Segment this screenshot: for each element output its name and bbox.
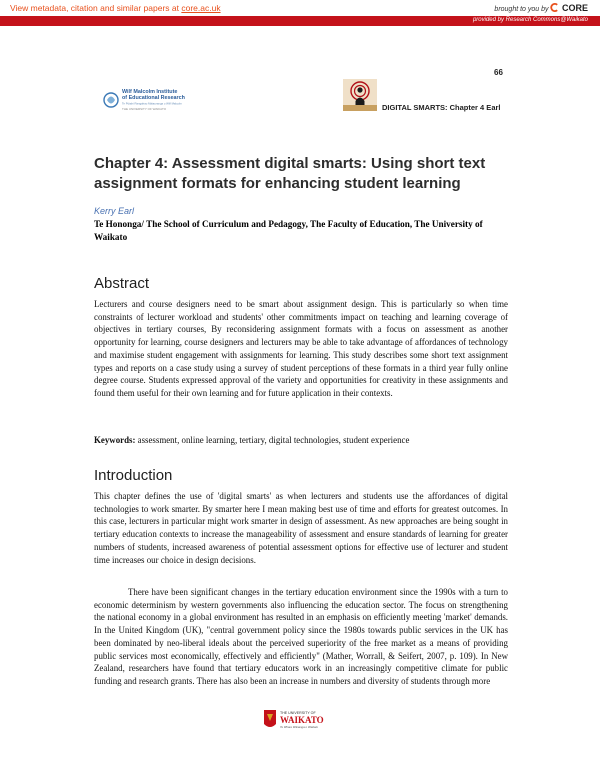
introduction-paragraph-1: This chapter defines the use of 'digital smarts' as when lecturers and students use the affordances of digital technologies to work smarter. By smarter here I mean making best use of time and efforts for greatest outcomes. In this case, lecturers in particular might work smarter in design of assessment. As new approaches are being sought in tertiary education contexts to increase the manageability of assessment and ensure standards of learning for greater numbers of students, increased awareness of potential assessment options for effective use of lecturer and student time increases our choice in design decisions. — [94, 491, 508, 565]
institute-line2: of Educational Research — [122, 95, 185, 101]
core-ac-uk-link[interactable]: core.ac.uk — [181, 3, 221, 13]
keywords-list: assessment, online learning, tertiary, digital technologies, student experience — [135, 435, 410, 445]
core-metadata-link[interactable]: View metadata, citation and similar papers at core.ac.uk — [10, 3, 221, 13]
chapter-title: Chapter 4: Assessment digital smarts: Using short text assignment formats for enhancing student learning — [94, 155, 486, 192]
waikato-logo-line1: THE UNIVERSITY OF — [280, 711, 316, 715]
core-banner — [0, 0, 600, 16]
institute-line1: Wilf Malcolm Institute — [122, 89, 178, 95]
running-head: DIGITAL SMARTS: Chapter 4 Earl — [382, 103, 501, 112]
keywords-label: Keywords: — [94, 435, 136, 445]
institute-line3: Te Pūtahi Rangahau Mātauranga o Wilf Malcolm — [122, 101, 183, 106]
abstract-body: Lecturers and course designers need to be smart about assignment design. This is particularly so when time constraints of lecturer workload and students' other commitments impact on teaching and learning coverage of objectives in tertiary courses, By reconsidering assignment formats with a focus on assessment as another opportunity for learning, course designers and lecturers may be able to take advantage of affordances of technology and maximise student engagement with assignments for learning. This study describes some short text assignment types and reports on a case study using a survey of student perceptions of these formats in a third year fully online degree course. Students expressed approval of the variety and opportunities for creativity in these assignments and found them useful for their own learning and for future application in their contexts. — [94, 299, 508, 398]
digital-smarts-logo — [343, 79, 377, 111]
provider-text[interactable]: provided by Research Commons@Waikato — [472, 17, 588, 23]
author-name: Kerry Earl — [94, 206, 135, 216]
keywords-line — [94, 435, 508, 445]
university-of-waikato-logo — [262, 706, 342, 746]
page-number: 66 — [494, 68, 503, 77]
core-brought-by[interactable]: brought to you by CORE — [494, 3, 588, 13]
institute-emblem-icon — [104, 93, 118, 107]
institute-line4: THE UNIVERSITY OF WAIKATO — [122, 107, 167, 111]
abstract-heading: Abstract — [94, 275, 150, 292]
author-affiliation: Te Hononga/ The School of Curriculum and Pedagogy, The Faculty of Education, The University of Waikato — [94, 219, 483, 242]
introduction-heading: Introduction — [94, 467, 173, 484]
core-logo[interactable]: CORE — [550, 3, 588, 13]
core-logo-icon — [550, 3, 559, 12]
institute-logo — [102, 86, 212, 118]
waikato-logo-line3: Te Whare Wānanga o Waikato — [280, 725, 318, 729]
waikato-crest-icon — [264, 710, 276, 727]
provider-band — [0, 16, 600, 26]
introduction-paragraph-2: There have been significant changes in the tertiary education environment since the 1990s with a turn to economic determinism by western governments also influencing the education sector. The focus on strengthening the national economy in a global environment has resulted in an emphasis on efficiently meeting 'market' demands. In the United Kingdom (UK), "central government policy since the 1980s towards public services in the UK has been dominated by neo-liberal ideals about the perceived superiority of the free market as a means of providing public services most economically, effectively and efficiently" (Mather, Worrall, & Seifert, 2007, p. 109). In New Zealand, researchers have found that tertiary educators work in an increasingly competitive climate for public funding and research grants. There has also been an increase in numbers and diversity of students through more — [94, 587, 508, 686]
waikato-logo-line2: WAIKATO — [280, 715, 324, 725]
